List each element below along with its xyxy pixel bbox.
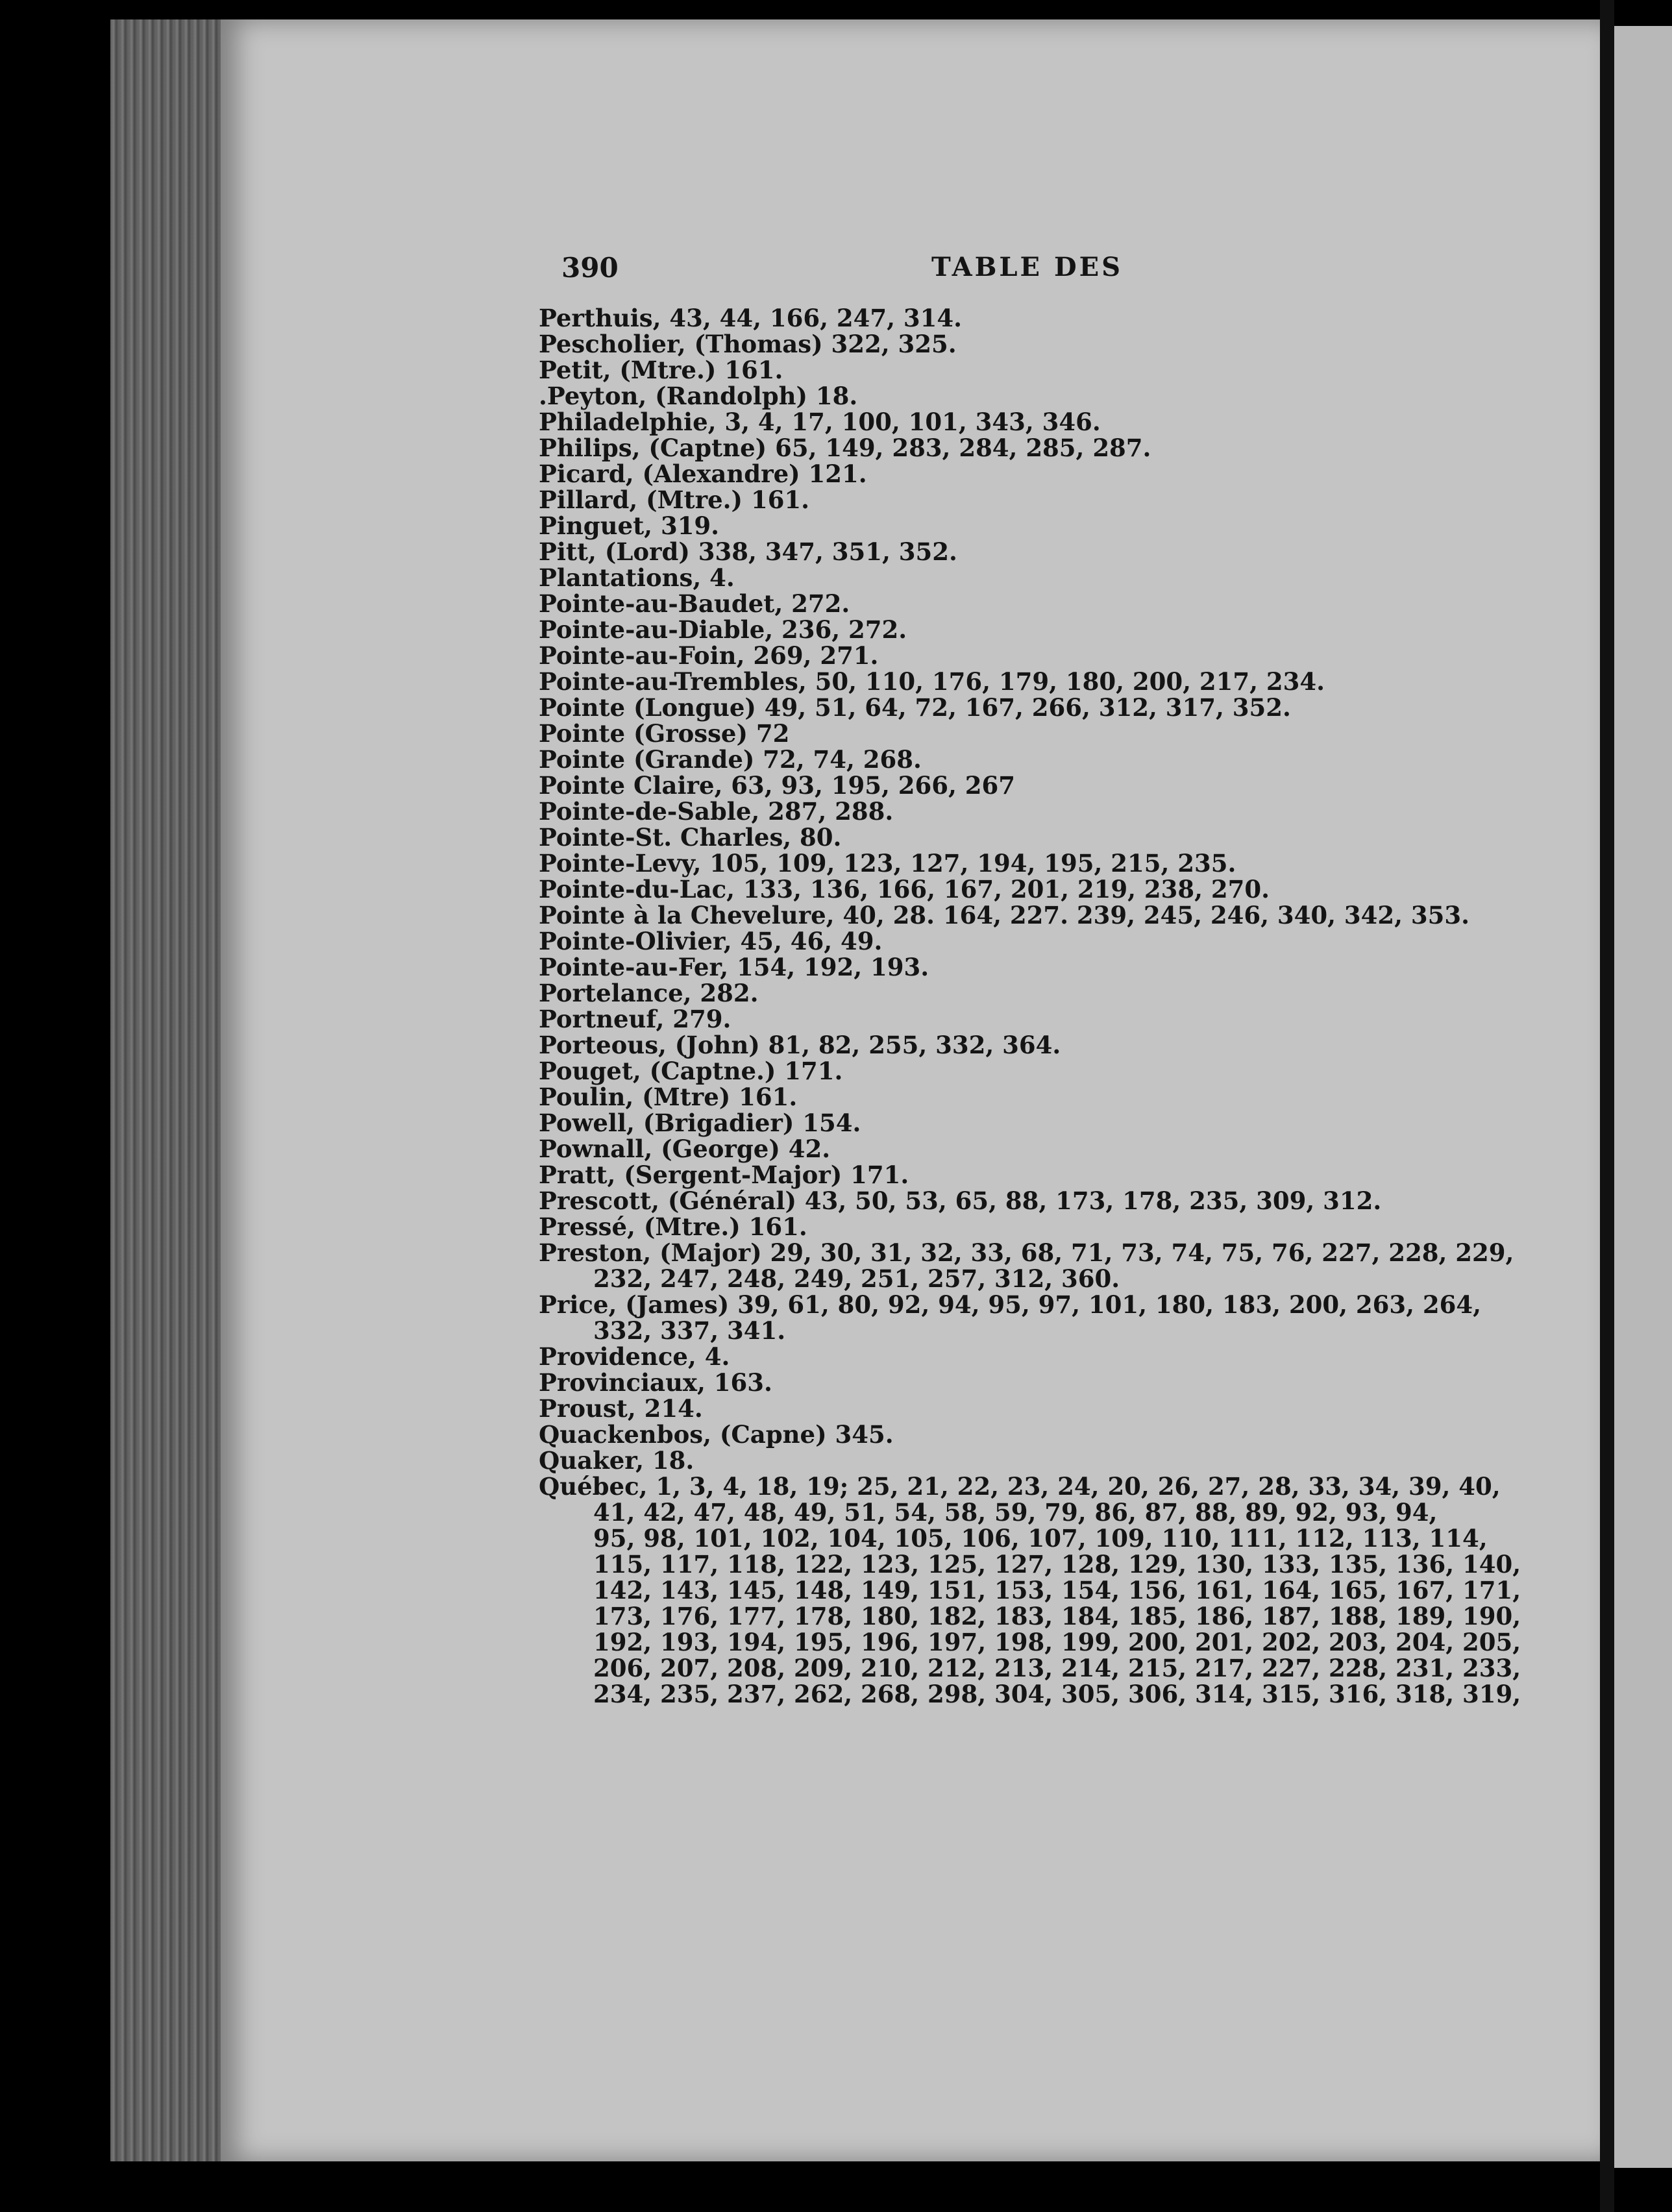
continuation-text: 232, 247, 248, 249, 251, 257, 312, 360.	[593, 1264, 1120, 1293]
index-entry: Pescholier, (Thomas) 322, 325.	[539, 330, 957, 358]
index-entry: Pointe Claire, 63, 93, 195, 266, 267	[539, 771, 1016, 800]
index-entry: Provinciaux, 163.	[539, 1368, 772, 1397]
index-entry-continuation	[539, 1603, 1590, 1629]
index-entry-continuation	[539, 1266, 1590, 1292]
index-entry-continuation	[539, 1499, 1590, 1525]
index-entry: Pointe (Grosse) 72	[539, 719, 790, 748]
index-entry: Quaker, 18.	[539, 1446, 695, 1475]
index-entry-list	[539, 305, 1590, 1707]
index-entry: Pointe-au-Fer, 154, 192, 193.	[539, 953, 929, 981]
index-entry: Pointe-au-Baudet, 272.	[539, 589, 850, 618]
index-entry: Philips, (Captne) 65, 149, 283, 284, 285, 287.	[539, 434, 1151, 462]
index-entry: Pinguet, 319.	[539, 511, 720, 540]
index-entry: Pointe-Levy, 105, 109, 123, 127, 194, 195, 215, 235.	[539, 849, 1236, 878]
index-entry: Pointe-St. Charles, 80.	[539, 823, 842, 852]
index-entry: Perthuis, 43, 44, 166, 247, 314.	[539, 304, 963, 332]
continuation-text: 173, 176, 177, 178, 180, 182, 183, 184, 185, 186, 187, 188, 189, 190,	[593, 1602, 1521, 1630]
index-entry: Pitt, (Lord) 338, 347, 351, 352.	[539, 537, 957, 566]
index-entry: Price, (James) 39, 61, 80, 92, 94, 95, 97, 101, 180, 183, 200, 263, 264,	[539, 1290, 1481, 1319]
continuation-text: 142, 143, 145, 148, 149, 151, 153, 154, 156, 161, 164, 165, 167, 171,	[593, 1576, 1521, 1604]
index-entry: Pointe-au-Foin, 269, 271.	[539, 641, 879, 670]
index-entry: Philadelphie, 3, 4, 17, 100, 101, 343, 346.	[539, 408, 1101, 436]
page-number: 390	[561, 252, 619, 284]
index-entry-continuation	[539, 1629, 1590, 1655]
index-entry: Picard, (Alexandre) 121.	[539, 460, 867, 488]
index-entry-continuation	[539, 1681, 1590, 1707]
index-entry: Providence, 4.	[539, 1342, 730, 1371]
index-entry-continuation	[539, 1318, 1590, 1344]
index-entry: Portelance, 282.	[539, 979, 759, 1007]
index-entry-continuation	[539, 1551, 1590, 1577]
continuation-text: 115, 117, 118, 122, 123, 125, 127, 128, 129, 130, 133, 135, 136, 140,	[593, 1550, 1521, 1579]
index-entry: Preston, (Major) 29, 30, 31, 32, 33, 68, 71, 73, 74, 75, 76, 227, 228, 229,	[539, 1238, 1514, 1267]
index-entry-continuation	[539, 1655, 1590, 1681]
index-entry: Pointe-de-Sable, 287, 288.	[539, 797, 894, 826]
index-entry: Poulin, (Mtre) 161.	[539, 1083, 798, 1111]
continuation-text: 41, 42, 47, 48, 49, 51, 54, 58, 59, 79, 86, 87, 88, 89, 92, 93, 94,	[593, 1498, 1438, 1527]
index-entry: Petit, (Mtre.) 161.	[539, 356, 783, 384]
index-entry: Powell, (Brigadier) 154.	[539, 1109, 861, 1137]
index-entry: Pointe-Olivier, 45, 46, 49.	[539, 927, 883, 955]
index-entry: Pointe (Grande) 72, 74, 268.	[539, 745, 922, 774]
index-entry: Pownall, (George) 42.	[539, 1135, 831, 1163]
index-entry: Québec, 1, 3, 4, 18, 19; 25, 21, 22, 23, 24, 20, 26, 27, 28, 33, 34, 39, 40,	[539, 1472, 1501, 1501]
index-entry: Plantations, 4.	[539, 563, 735, 592]
index-entry: Pointe-du-Lac, 133, 136, 166, 167, 201, 219, 238, 270.	[539, 875, 1270, 903]
index-entry-continuation	[539, 1577, 1590, 1603]
index-entry: Quackenbos, (Capne) 345.	[539, 1420, 894, 1449]
continuation-text: 192, 193, 194, 195, 196, 197, 198, 199, 200, 201, 202, 203, 204, 205,	[593, 1628, 1521, 1656]
index-entry: Pressé, (Mtre.) 161.	[539, 1212, 807, 1241]
index-entry: Pointe à la Chevelure, 40, 28. 164, 227. 239, 245, 246, 340, 342, 353.	[539, 901, 1470, 929]
index-entry: Pouget, (Captne.) 171.	[539, 1057, 843, 1085]
index-entry: Prescott, (Général) 43, 50, 53, 65, 88, 173, 178, 235, 309, 312.	[539, 1186, 1382, 1215]
index-entry: Porteous, (John) 81, 82, 255, 332, 364.	[539, 1031, 1061, 1059]
index-entry: Portneuf, 279.	[539, 1005, 731, 1033]
index-entry: Pointe (Longue) 49, 51, 64, 72, 167, 266, 312, 317, 352.	[539, 693, 1291, 722]
index-entry: Proust, 214.	[539, 1394, 703, 1423]
page-edge	[110, 19, 234, 2161]
continuation-text: 332, 337, 341.	[593, 1316, 786, 1345]
index-entry: Pratt, (Sergent-Major) 171.	[539, 1161, 909, 1189]
index-entry: .Peyton, (Randolph) 18.	[539, 382, 858, 410]
index-entry: Pillard, (Mtre.) 161.	[539, 485, 810, 514]
facing-page-edge	[1614, 26, 1672, 2168]
page-header	[539, 247, 1590, 305]
index-entry: Pointe-au-Diable, 236, 272.	[539, 615, 907, 644]
index-entry: Pointe-au-Trembles, 50, 110, 176, 179, 180, 200, 217, 234.	[539, 667, 1325, 696]
continuation-text: 95, 98, 101, 102, 104, 105, 106, 107, 109, 110, 111, 112, 113, 114,	[593, 1524, 1488, 1553]
index-content	[539, 247, 1590, 1707]
running-title: TABLE DES	[931, 252, 1124, 282]
index-entry-continuation	[539, 1525, 1590, 1551]
book-gutter	[1600, 0, 1614, 2212]
continuation-text: 234, 235, 237, 262, 268, 298, 304, 305, 306, 314, 315, 316, 318, 319,	[593, 1680, 1521, 1708]
continuation-text: 206, 207, 208, 209, 210, 212, 213, 214, 215, 217, 227, 228, 231, 233,	[593, 1654, 1521, 1682]
